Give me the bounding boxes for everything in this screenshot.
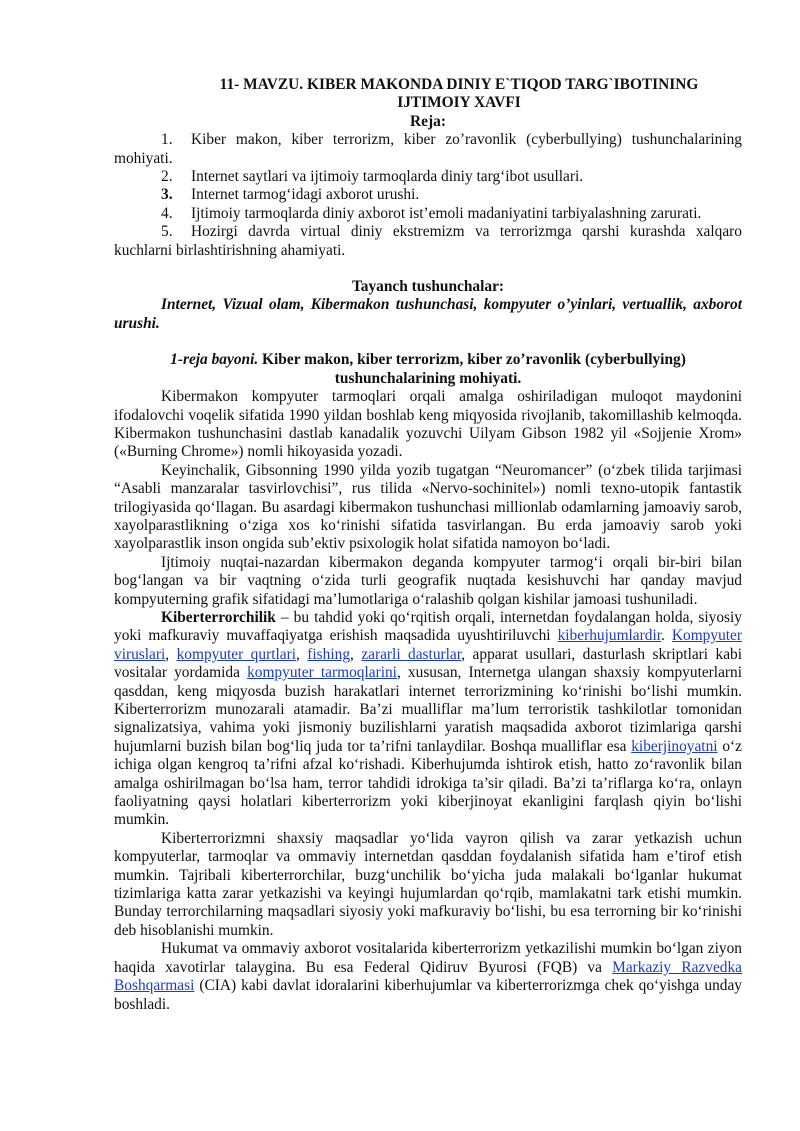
section-heading-italic: 1-reja bayoni. xyxy=(170,351,259,369)
text-span: o‘z ichiga olgan kengroq ta’rifni afzal ko‘rishadi. Kiberhujumda ishtirok etish, hatto zo‘ravonlik bilan amalga oshirilmagan bo‘lsa ham, terror tahdidi idrokiga ta’sir qiladi. Ba’zi ta’riflarga ko‘ra, onlayn faoliyatning qaysi holatlari kiberterrorizm yoki kiberjinoyat ekanligini farqlash qiyin bo‘lishi mumkin. xyxy=(114,737,742,829)
text-span: , xyxy=(295,645,308,663)
plan-item-4 xyxy=(114,205,742,223)
plan-list xyxy=(114,131,742,260)
text-span: , xususan, Internetga ulangan shaxsiy kompyuterlarni qasddan, keng miqyosda buzish harakatlari internet terrorizmining ko‘rinishi bo‘lishi mumkin. Kiberterrorizm munozarali atamadir. Ba’zi mualliflar ma’lum terroristik tashkilotlar tomonidan signalizatsiya, vahima yoki jismoniy buzilishlarni yaratish maqsadida axborot tizimlariga qarshi hujumlarni buzish bilan bog‘liq juda tor ta’rifni tanlaydilar. Boshqa mualliflar esa xyxy=(114,664,743,755)
paragraph-2: Keyinchalik, Gibsonning 1990 yilda yozib tugatgan “Neuromancer” (o‘zbek tilida tarjimasi “Asabli manzaralar tasvirlovchisi”, rus tilida «Nervo-sochinitel») nomli texno-utopik fantastik trilogiyasida qo‘llagan. Bu asardagi kibermakon tushunchasi millionlab odamlarning jamoaviy sarob, xayolparastlikning o‘ziga xos ko‘rinishi sifatida tasvirlangan. Bu erda jamoaviy sarob yoki xayolparastlik inson ongida sub’ektiv psixologik holat sifatida namoyon bo‘ladi. xyxy=(114,461,742,553)
plan-item-text: Internet saytlari va ijtimoiy tarmoqlarda diniy targ‘ibot usullari. xyxy=(191,168,584,186)
key-concepts-text: Internet, Vizual olam, Kibermakon tushunchasi, kompyuter o’yinlari, vertuallik, axborot urushi. xyxy=(114,296,742,332)
plan-heading: Reja: xyxy=(410,112,446,130)
plan-item-number: 2. xyxy=(161,168,173,186)
link-fishing[interactable]: fishing xyxy=(307,645,351,663)
section-heading-line2: tushunchalarining mohiyati. xyxy=(334,369,522,387)
paragraph-4 xyxy=(114,609,742,830)
key-concepts-heading: Tayanch tushunchalar: xyxy=(351,278,505,296)
term-kiberterrorchilik: Kiberterrorchilik xyxy=(161,608,276,626)
text-span: Hukumat va ommaviy axborot vositalarida kiberterrorizm yetkazilishi mumkin bo‘lgan ziyon haqida xavotirlar talaygina. Bu esa Federal Qidiruv Byurosi (FQB) va xyxy=(114,940,742,976)
plan-item-text: Ijtimoiy tarmoqlarda diniy axborot ist’emoli madaniyatini tarbiyalashning zarurati. xyxy=(191,204,702,222)
document-page xyxy=(114,76,742,1014)
plan-item-1 xyxy=(114,131,742,168)
spacer xyxy=(114,333,742,351)
plan-item-number: 4. xyxy=(161,204,173,222)
paragraph-3: Ijtimoiy nuqtai-nazardan kibermakon deganda kompyuter tarmog‘i orqali bir-biri bilan bog‘langan va bir vaqtning o‘zida turli geografik nuqtada kesishuvchi har qanday mavjud kompyuterning grafik sifatidagi ma’lumotlariga o‘ralashib qolgan kishilar jamoasi tushuniladi. xyxy=(114,553,742,608)
text-span: . xyxy=(661,627,672,645)
spacer xyxy=(114,260,742,278)
link-kompyuter-tarmoqlarini[interactable]: kompyuter tarmoqlarini xyxy=(247,664,397,682)
plan-item-text: Hozirgi davrda virtual diniy ekstremizm va terrorizmga qarshi kurashda xalqaro kuchlarni birlashtirishning ahamiyati. xyxy=(114,223,742,259)
plan-item-number: 5. xyxy=(161,223,173,241)
paragraph-6 xyxy=(114,940,742,1014)
plan-item-3 xyxy=(114,186,742,204)
plan-item-5 xyxy=(114,223,742,260)
plan-item-number: 1. xyxy=(161,131,173,149)
link-markaziy-razvedka-boshqarmasi[interactable]: Markaziy Razvedka Boshqarmasi xyxy=(114,958,742,995)
section-heading-bold: Kiber makon, kiber terrorizm, kiber zo’ravonlik (cyberbullying) xyxy=(258,351,686,369)
text-span: , apparat usullari, dasturlash skriptlari kabi vositalar yordamida xyxy=(114,645,742,682)
link-kiberhujumlardir[interactable]: kiberhujumlardir xyxy=(557,627,662,645)
page-title-line1: 11- MAVZU. KIBER MAKONDA DINIY E`TIQOD TARG`IBOTINING xyxy=(219,76,699,93)
link-kompyuter-viruslari[interactable]: Kompyuter viruslari xyxy=(114,627,742,663)
paragraph-1: Kibermakon kompyuter tarmoqlari orqali amalga oshiriladigan muloqot maydonini ifodalovchi voqelik sifatida 1990 yildan boshlab keng miqyosida rivojlanib, takomillashib kelmoqda. Kibermakon tushunchasini dastlab kanadalik yozuvchi Uilyam Gibson 1982 yil «Sojjenie Xrom» («Burning Chrome») nomli hikoyasida yozadi. xyxy=(114,388,742,461)
plan-item-number: 3. xyxy=(161,186,173,204)
plan-item-text: Internet tarmog‘idagi axborot urushi. xyxy=(191,186,420,204)
link-zararli-dasturlar[interactable]: zararli dasturlar xyxy=(361,645,462,663)
plan-item-text: Kiber makon, kiber terrorizm, kiber zo’ravonlik (cyberbullying) tushunchalarining mohiyati. xyxy=(114,131,742,167)
text-span: , xyxy=(350,645,362,663)
section-heading xyxy=(114,351,742,369)
page-title-line2: IJTIMOIY XAVFI xyxy=(397,94,521,112)
paragraph-5: Kiberterrorizmni shaxsiy maqsadlar yo‘lida vayron qilish va zarar yetkazish uchun kompyuterlar, tarmoqlar va ommaviy internetdan qasddan foydalanish sifatida ham e’tirof etish mumkin. Tajribali kiberterrorchilar, buzg‘unchilik bo‘yicha juda malakali bo‘lganlar hukumat tizimlariga katta zarar yetkazishi va keyingi hujumlardan qo‘rqib, mamlakatni tark etishi mumkin. Bunday terrorchilarning maqsadlari siyosiy yoki mafkuraviy bo‘lishi, bu esa terrorning bir ko‘rinishi deb hisoblanishi mumkin. xyxy=(114,829,742,939)
text-span: (CIA) kabi davlat idoralarini kiberhujumlar va kiberterrorizmga chek qo‘yishga unday boshladi. xyxy=(114,977,742,1013)
text-span: , xyxy=(165,645,177,663)
text-span: – bu tahdid yoki qo‘rqitish orqali, internetdan foydalangan holda, siyosiy yoki mafkuraviy muvaffaqiyatga erishish maqsadida uyushtiriluvchi xyxy=(114,608,742,645)
plan-item-2 xyxy=(114,168,742,186)
link-kiberjinoyatni[interactable]: kiberjinoyatni xyxy=(631,737,718,755)
link-kompyuter-qurtlari[interactable]: kompyuter qurtlari xyxy=(176,645,296,663)
